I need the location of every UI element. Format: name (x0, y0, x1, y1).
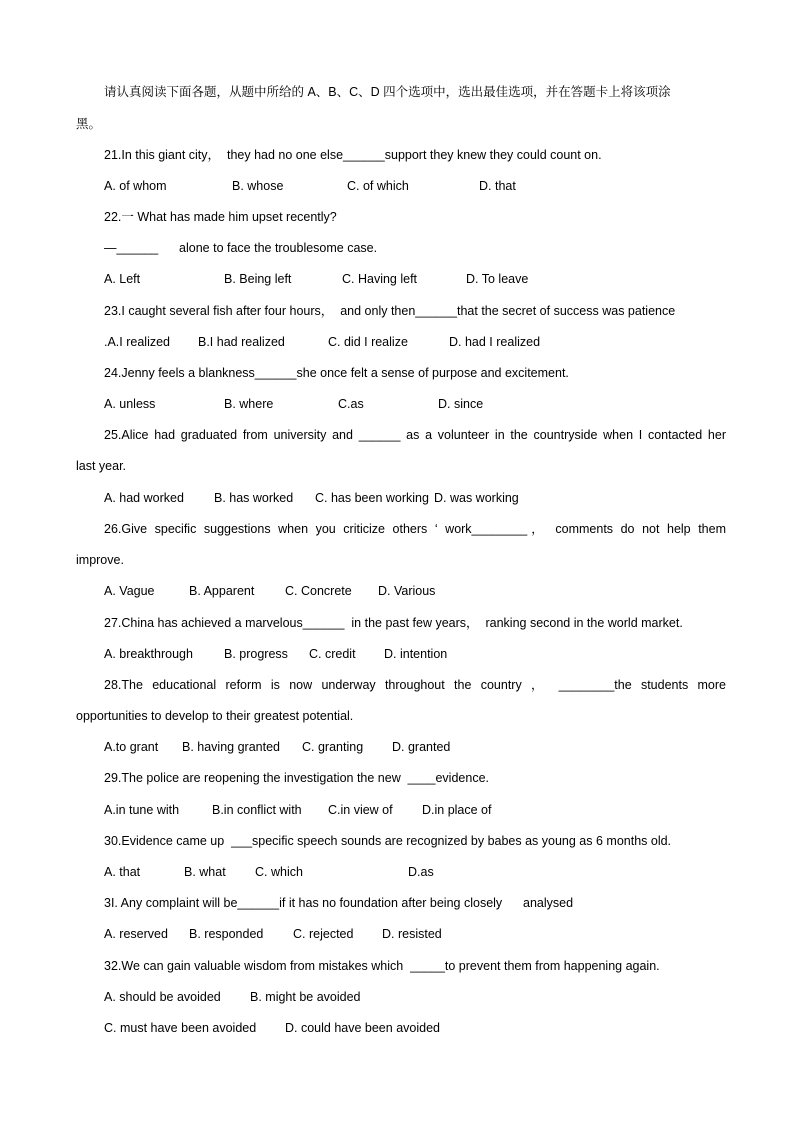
option-b: B. has worked (214, 491, 294, 505)
option-c: C. of which (347, 179, 409, 193)
option-b: B. responded (189, 927, 264, 941)
option-a: A. had worked (104, 491, 184, 505)
option-c: C. has been working (315, 491, 429, 505)
option-c: C.in view of (328, 803, 393, 817)
option-b: B. progress (224, 647, 288, 661)
question-30-stem: 30.Evidence came up ___specific speech sounds are recognized by babes as young as 6 months old. (104, 834, 672, 848)
option-c: C. must have been avoided (104, 1021, 257, 1035)
question-21-stem: 21.In this giant city， they had no one else______support they knew they could count on. (104, 148, 602, 162)
option-a: A. that (104, 865, 141, 879)
option-d: D. that (479, 179, 516, 193)
question-27-stem: 27.China has achieved a marvelous______ in the past few years， ranking second in the world market. (104, 616, 683, 630)
option-d: D. since (438, 397, 484, 411)
option-b: B. might be avoided (250, 990, 361, 1004)
option-a: A.in tune with (104, 803, 180, 817)
option-c: C. did I realize (328, 335, 408, 349)
question-25-stem-cont: last year. (76, 459, 127, 473)
option-d: D. had I realized (449, 335, 541, 349)
question-26-stem: 26.Give specific suggestions when you criticize others ‘ work________， comments do not help them (104, 522, 726, 536)
option-b: B. what (184, 865, 226, 879)
option-c: C. granting (302, 740, 364, 754)
option-b: B. having granted (182, 740, 280, 754)
option-a: A. Left (104, 272, 141, 286)
option-b: B.I had realized (198, 335, 285, 349)
instruction-text: 请认真阅读下面各题，从题中所给的 A、B、C、D 四个选项中，选出最佳选项，并在答题卡上将该项涂 (104, 85, 671, 99)
option-d: D.as (408, 865, 434, 879)
option-b: B. Apparent (189, 584, 255, 598)
option-a: A. should be avoided (104, 990, 221, 1004)
option-a: A. unless (104, 397, 156, 411)
option-d: D. Various (378, 584, 436, 598)
option-c: C.as (338, 397, 364, 411)
option-d: D. granted (392, 740, 451, 754)
question-24-stem: 24.Jenny feels a blankness______she once felt a sense of purpose and excitement. (104, 366, 569, 380)
question-28-stem-cont: opportunities to develop to their greatest potential. (76, 709, 354, 723)
option-c: C. which (255, 865, 303, 879)
option-b: B. where (224, 397, 274, 411)
option-a: A. Vague (104, 584, 155, 598)
instruction-text-cont: 黑。 (76, 117, 102, 131)
option-d: D. intention (384, 647, 448, 661)
option-a: A. reserved (104, 927, 168, 941)
question-29-stem: 29.The police are reopening the investigation the new ____evidence. (104, 771, 489, 785)
option-a: A. of whom (104, 179, 167, 193)
option-d: D. was working (434, 491, 519, 505)
option-a: A.to grant (104, 740, 159, 754)
option-c: C. rejected (293, 927, 354, 941)
question-25-stem: 25.Alice had graduated from university and ______ as a volunteer in the countryside when I contacted her (104, 428, 726, 442)
question-22-answer-line: —______ alone to face the troublesome case. (104, 241, 378, 255)
question-22-stem: 22.一 What has made him upset recently? (104, 210, 337, 224)
option-d: D.in place of (422, 803, 492, 817)
question-28-stem: 28.The educational reform is now underway throughout the country ， ________the students more (104, 678, 726, 692)
question-26-stem-cont: improve. (76, 553, 124, 567)
option-a: A. breakthrough (104, 647, 193, 661)
option-b: B.in conflict with (212, 803, 302, 817)
option-d: D. To leave (466, 272, 529, 286)
option-c: C. Having left (342, 272, 418, 286)
option-b: B. whose (232, 179, 284, 193)
question-32-stem: 32.We can gain valuable wisdom from mistakes which _____to prevent them from happening again. (104, 959, 660, 973)
option-b: B. Being left (224, 272, 292, 286)
option-c: C. Concrete (285, 584, 352, 598)
option-c: C. credit (309, 647, 356, 661)
question-31-stem: 3I. Any complaint will be______if it has no foundation after being closely analysed (104, 896, 574, 910)
option-a: .A.I realized (104, 335, 171, 349)
question-23-stem: 23.I caught several fish after four hours， and only then______that the secret of success was patience (104, 304, 676, 318)
option-d: D. resisted (382, 927, 442, 941)
option-d: D. could have been avoided (285, 1021, 440, 1035)
